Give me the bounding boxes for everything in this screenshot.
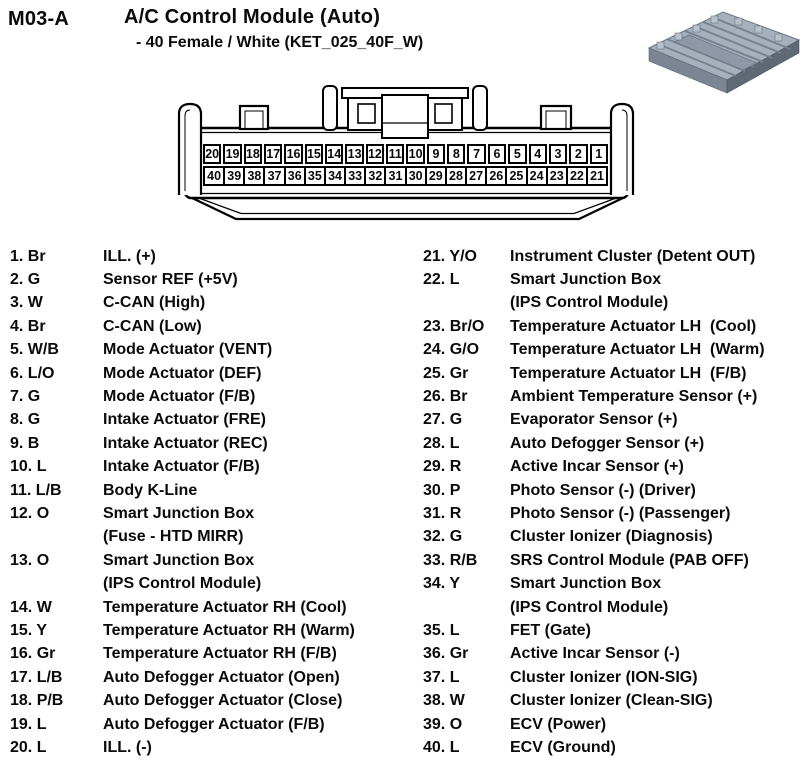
- pin-cell: 24: [526, 166, 548, 186]
- pin-cell: 6: [488, 144, 506, 164]
- pin-cell: 35: [304, 166, 326, 186]
- pin-description: C-CAN (Low): [103, 317, 202, 335]
- pin-row: [423, 549, 808, 572]
- pin-row: [10, 689, 410, 712]
- pin-row: [10, 432, 410, 455]
- pin-row: [10, 292, 410, 315]
- pin-description: Auto Defogger Actuator (Open): [103, 668, 340, 686]
- pin-number-color: 34. Y: [423, 575, 461, 593]
- pin-row: [10, 596, 410, 619]
- pin-row: [10, 736, 410, 759]
- pin-number-color: 5. W/B: [10, 341, 59, 359]
- pin-cell: 9: [427, 144, 445, 164]
- pin-row: [423, 666, 808, 689]
- pin-number-color: 27. G: [423, 411, 463, 429]
- pin-description: Temperature Actuator LH (Warm): [510, 341, 765, 359]
- pin-cell: 39: [223, 166, 245, 186]
- page-title: A/C Control Module (Auto): [124, 6, 381, 28]
- pin-number-color: 25. Gr: [423, 364, 469, 382]
- pin-description: C-CAN (High): [103, 294, 206, 312]
- pin-description: Temperature Actuator LH (Cool): [510, 317, 757, 335]
- pin-number-color: 31. R: [423, 504, 462, 522]
- pin-number-color: 1. Br: [10, 247, 46, 265]
- pin-description: Auto Defogger Actuator (Close): [103, 692, 343, 710]
- pin-description: Photo Sensor (-) (Driver): [510, 481, 696, 499]
- connector-3d-image: [645, 4, 803, 98]
- pin-row: [423, 619, 808, 642]
- pin-description: Intake Actuator (REC): [103, 434, 268, 452]
- pin-cell: 27: [465, 166, 487, 186]
- pin-description: Auto Defogger Sensor (+): [510, 434, 705, 452]
- connector-id: M03-A: [8, 8, 70, 30]
- pin-description: Mode Actuator (VENT): [103, 341, 273, 359]
- pin-description: Cluster Ionizer (ION-SIG): [510, 668, 698, 686]
- pin-row: [10, 502, 410, 525]
- pin-cell: 12: [366, 144, 384, 164]
- pin-cell: 20: [203, 144, 221, 164]
- pin-description: Smart Junction Box: [510, 575, 662, 593]
- connector-diagram: [170, 83, 640, 235]
- pin-row: [10, 245, 410, 268]
- pin-description: SRS Control Module (PAB OFF): [510, 551, 749, 569]
- pin-row: [423, 432, 808, 455]
- pin-number-color: 11. L/B: [10, 481, 62, 499]
- pin-number-color: 40. L: [423, 738, 460, 756]
- pin-row: [10, 268, 410, 291]
- pin-number-color: 2. G: [10, 271, 41, 289]
- pin-row: [10, 339, 410, 362]
- pin-cell: 3: [549, 144, 567, 164]
- pin-description: Cluster Ionizer (Clean-SIG): [510, 692, 713, 710]
- pin-cell: 11: [386, 144, 404, 164]
- pin-row: [423, 456, 808, 479]
- pin-row: [423, 339, 808, 362]
- pin-row: [423, 385, 808, 408]
- pin-cell: 19: [223, 144, 241, 164]
- pin-row: [423, 643, 808, 666]
- pin-description: (IPS Control Module): [510, 294, 669, 312]
- pin-cell: 30: [405, 166, 427, 186]
- pin-cell: 7: [467, 144, 485, 164]
- pin-number-color: 13. O: [10, 551, 50, 569]
- pin-number-color: 18. P/B: [10, 692, 64, 710]
- pin-cell: 32: [364, 166, 386, 186]
- pin-number-color: 35. L: [423, 621, 460, 639]
- pin-cell: 36: [284, 166, 306, 186]
- pin-row: [423, 502, 808, 525]
- pin-row: [10, 666, 410, 689]
- pin-row: [423, 713, 808, 736]
- pin-description: Body K-Line: [103, 481, 198, 499]
- pin-number-color: 23. Br/O: [423, 317, 485, 335]
- pin-number-color: 3. W: [10, 294, 43, 312]
- pin-row: [423, 409, 808, 432]
- pin-number-color: 32. G: [423, 528, 463, 546]
- pin-description: Intake Actuator (FRE): [103, 411, 266, 429]
- pin-description: Intake Actuator (F/B): [103, 458, 260, 476]
- pin-number-color: 9. B: [10, 434, 40, 452]
- pin-cell: 18: [244, 144, 262, 164]
- pin-cell: 31: [384, 166, 406, 186]
- pin-number-color: 21. Y/O: [423, 247, 477, 265]
- pin-description: Temperature Actuator RH (F/B): [103, 645, 337, 663]
- pin-description: Sensor REF (+5V): [103, 271, 238, 289]
- pin-row: [10, 572, 410, 595]
- pin-number-color: 17. L/B: [10, 668, 63, 686]
- pin-number-color: 38. W: [423, 692, 465, 710]
- pin-row: [10, 409, 410, 432]
- pin-cell: 10: [406, 144, 424, 164]
- pin-row: [10, 619, 410, 642]
- pin-cell: 26: [485, 166, 507, 186]
- pin-description: Mode Actuator (F/B): [103, 388, 256, 406]
- pin-row: [423, 736, 808, 759]
- pin-row: [423, 292, 808, 315]
- pin-number-color: 37. L: [423, 668, 460, 686]
- pin-description: Active Incar Sensor (-): [510, 645, 680, 663]
- pin-cell: 40: [203, 166, 225, 186]
- pin-description: Evaporator Sensor (+): [510, 411, 678, 429]
- pin-row: [423, 526, 808, 549]
- pin-row-bottom: [203, 166, 608, 186]
- pin-description: ILL. (-): [103, 738, 152, 756]
- pin-cell: 28: [445, 166, 467, 186]
- pin-cell: 13: [345, 144, 363, 164]
- pin-description: Photo Sensor (-) (Passenger): [510, 504, 731, 522]
- pin-description: (IPS Control Module): [103, 575, 262, 593]
- pin-cell: 15: [305, 144, 323, 164]
- pin-row: [10, 315, 410, 338]
- pin-number-color: 4. Br: [10, 317, 46, 335]
- pin-cell: 38: [243, 166, 265, 186]
- pin-number-color: 15. Y: [10, 621, 48, 639]
- pin-row: [423, 689, 808, 712]
- pin-list-right: [423, 245, 808, 760]
- pin-cell: 8: [447, 144, 465, 164]
- pin-description: ECV (Power): [510, 715, 607, 733]
- pin-number-color: 20. L: [10, 738, 47, 756]
- pin-number-color: 36. Gr: [423, 645, 469, 663]
- pin-row: [423, 268, 808, 291]
- pin-description: Temperature Actuator LH (F/B): [510, 364, 747, 382]
- pin-number-color: 7. G: [10, 388, 41, 406]
- pin-list-left: [10, 245, 410, 760]
- pin-description: FET (Gate): [510, 621, 591, 639]
- pin-description: Mode Actuator (DEF): [103, 364, 262, 382]
- pin-row: [10, 713, 410, 736]
- pin-number-color: 28. L: [423, 434, 460, 452]
- pin-description: Ambient Temperature Sensor (+): [510, 388, 758, 406]
- pin-row: [423, 315, 808, 338]
- pin-row: [10, 549, 410, 572]
- pin-number-color: 30. P: [423, 481, 461, 499]
- pin-row: [10, 456, 410, 479]
- pin-row: [423, 572, 808, 595]
- pin-number-color: 26. Br: [423, 388, 468, 406]
- pin-number-color: 16. Gr: [10, 645, 56, 663]
- pin-description: Active Incar Sensor (+): [510, 458, 684, 476]
- pin-number-color: 24. G/O: [423, 341, 480, 359]
- pin-cell: 29: [425, 166, 447, 186]
- pin-row: [423, 245, 808, 268]
- pin-row: [423, 596, 808, 619]
- pin-cell: 25: [505, 166, 527, 186]
- pin-number-color: 14. W: [10, 598, 52, 616]
- connector-photo: [645, 4, 803, 98]
- pin-number-color: 8. G: [10, 411, 41, 429]
- pin-description: Auto Defogger Actuator (F/B): [103, 715, 325, 733]
- pin-number-color: 29. R: [423, 458, 462, 476]
- pin-description: Temperature Actuator RH (Warm): [103, 621, 355, 639]
- pin-cell: 37: [263, 166, 285, 186]
- pin-row: [10, 385, 410, 408]
- pin-description: ILL. (+): [103, 247, 156, 265]
- pin-description: (Fuse - HTD MIRR): [103, 528, 244, 546]
- pin-number-color: 19. L: [10, 715, 47, 733]
- pin-row: [10, 526, 410, 549]
- pin-cell: 5: [508, 144, 526, 164]
- pin-row-top: [203, 144, 608, 164]
- pin-description: Smart Junction Box: [510, 271, 662, 289]
- pin-number-color: 6. L/O: [10, 364, 55, 382]
- connector-spec: - 40 Female / White (KET_025_40F_W): [136, 34, 424, 51]
- pin-description: (IPS Control Module): [510, 598, 669, 616]
- pin-number-color: 33. R/B: [423, 551, 478, 569]
- pin-cell: 16: [284, 144, 302, 164]
- pin-cell: 2: [569, 144, 587, 164]
- pin-cell: 1: [590, 144, 608, 164]
- pin-cell: 4: [529, 144, 547, 164]
- pin-cell: 22: [566, 166, 588, 186]
- pin-description: Cluster Ionizer (Diagnosis): [510, 528, 713, 546]
- pin-cell: 33: [344, 166, 366, 186]
- pin-cell: 14: [325, 144, 343, 164]
- pin-description: Temperature Actuator RH (Cool): [103, 598, 347, 616]
- pin-cell: 17: [264, 144, 282, 164]
- pin-cell: 34: [324, 166, 346, 186]
- pin-description: Instrument Cluster (Detent OUT): [510, 247, 756, 265]
- pin-number-color: 10. L: [10, 458, 47, 476]
- pin-row: [10, 479, 410, 502]
- pin-row: [10, 362, 410, 385]
- pin-number-color: 12. O: [10, 504, 50, 522]
- pin-number-color: 22. L: [423, 271, 460, 289]
- pin-description: Smart Junction Box: [103, 551, 255, 569]
- pin-description: ECV (Ground): [510, 738, 616, 756]
- pin-cell: 21: [586, 166, 608, 186]
- pin-number-color: 39. O: [423, 715, 463, 733]
- pin-row: [423, 479, 808, 502]
- pin-description: Smart Junction Box: [103, 504, 255, 522]
- pin-row: [10, 643, 410, 666]
- pin-cell: 23: [546, 166, 568, 186]
- pin-row: [423, 362, 808, 385]
